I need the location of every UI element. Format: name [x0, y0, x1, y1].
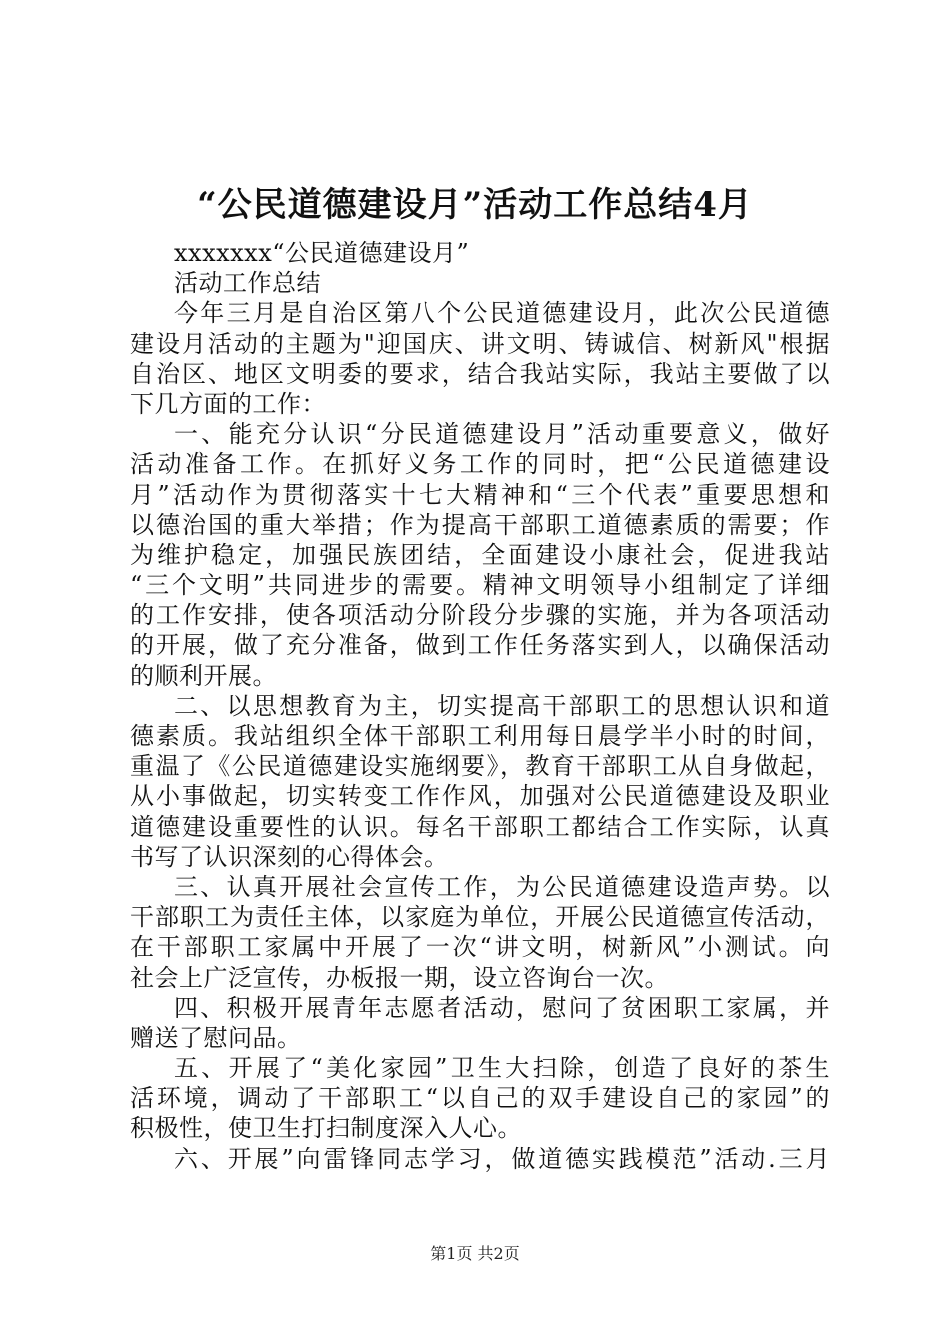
text-line: 活动工作总结	[174, 269, 321, 298]
text-line: 二、以思想教育为主，切实提高干部职工的思想认识和道	[174, 691, 830, 720]
text-line: 社会上广泛宣传，办板报一期，设立咨询台一次。	[130, 963, 669, 992]
text-line: 的开展，做了充分准备，做到工作任务落实到人，以确保活动	[130, 631, 830, 660]
text-line: xxxxxxx“公民道德建设月”	[174, 239, 470, 267]
text-line: 的顺利开展。	[130, 661, 277, 690]
text-line: 积极性，使卫生打扫制度深入人心。	[130, 1114, 522, 1143]
text-line: 以德治国的重大举措；作为提高干部职工道德素质的需要；作	[130, 510, 830, 539]
text-line: 赠送了慰问品。	[130, 1023, 302, 1052]
text-line: 书写了认识深刻的心得体会。	[130, 842, 449, 871]
document-body	[130, 238, 830, 1174]
text-line: 德素质。我站组织全体干部职工利用每日晨学半小时的时间，	[130, 722, 830, 750]
text-line: “三个文明”共同进步的需要。精神文明领导小组制定了详细	[130, 571, 830, 600]
document-title: “公民道德建设月”活动工作总结4月	[197, 185, 753, 225]
text-line: 的工作安排，使各项活动分阶段分步骤的实施，并为各项活动	[130, 601, 830, 630]
text-line: 在干部职工家属中开展了一次“讲文明，树新风”小测试。向	[130, 933, 830, 962]
text-line: 重温了《公民道德建设实施纲要》，教育干部职工从自身做起，	[130, 752, 830, 781]
text-line: 今年三月是自治区第八个公民道德建设月，此次公民道德	[174, 299, 830, 328]
text-line: 活动准备工作。在抓好义务工作的同时，把“公民道德建设	[130, 450, 830, 479]
text-line: 五、开展了“美化家园”卫生大扫除，创造了良好的茶生	[174, 1054, 830, 1083]
text-line: 六、开展”向雷锋同志学习，做道德实践模范”活动.三月	[174, 1144, 830, 1173]
text-line: 月”活动作为贯彻落实十七大精神和“三个代表”重要思想和	[130, 480, 830, 509]
text-line: 一、能充分认识“分民道德建设月”活动重要意义，做好	[174, 420, 830, 449]
text-line: 三、认真开展社会宣传工作，为公民道德建设造声势。以	[174, 872, 830, 901]
text-line: 从小事做起，切实转变工作作风，加强对公民道德建设及职业	[130, 782, 830, 811]
text-line: 活环境，调动了干部职工“以自己的双手建设自己的家园”的	[130, 1084, 830, 1113]
text-line: 干部职工为责任主体，以家庭为单位，开展公民道德宣传活动，	[130, 903, 830, 932]
text-line: 自治区、地区文明委的要求，结合我站实际，我站主要做了以	[130, 359, 830, 388]
text-line: 建设月活动的主题为"迎国庆、讲文明、铸诚信、树新风"根据	[130, 329, 830, 358]
text-line: 下几方面的工作：	[130, 389, 326, 418]
text-line: 四、积极开展青年志愿者活动，慰问了贫困职工家属，并	[174, 993, 830, 1022]
text-line: 道德建设重要性的认识。每名干部职工都结合工作实际，认真	[130, 812, 830, 841]
page-footer: 第1页 共2页	[430, 1244, 520, 1263]
text-line: 为维护稳定，加强民族团结，全面建设小康社会，促进我站	[130, 540, 830, 569]
